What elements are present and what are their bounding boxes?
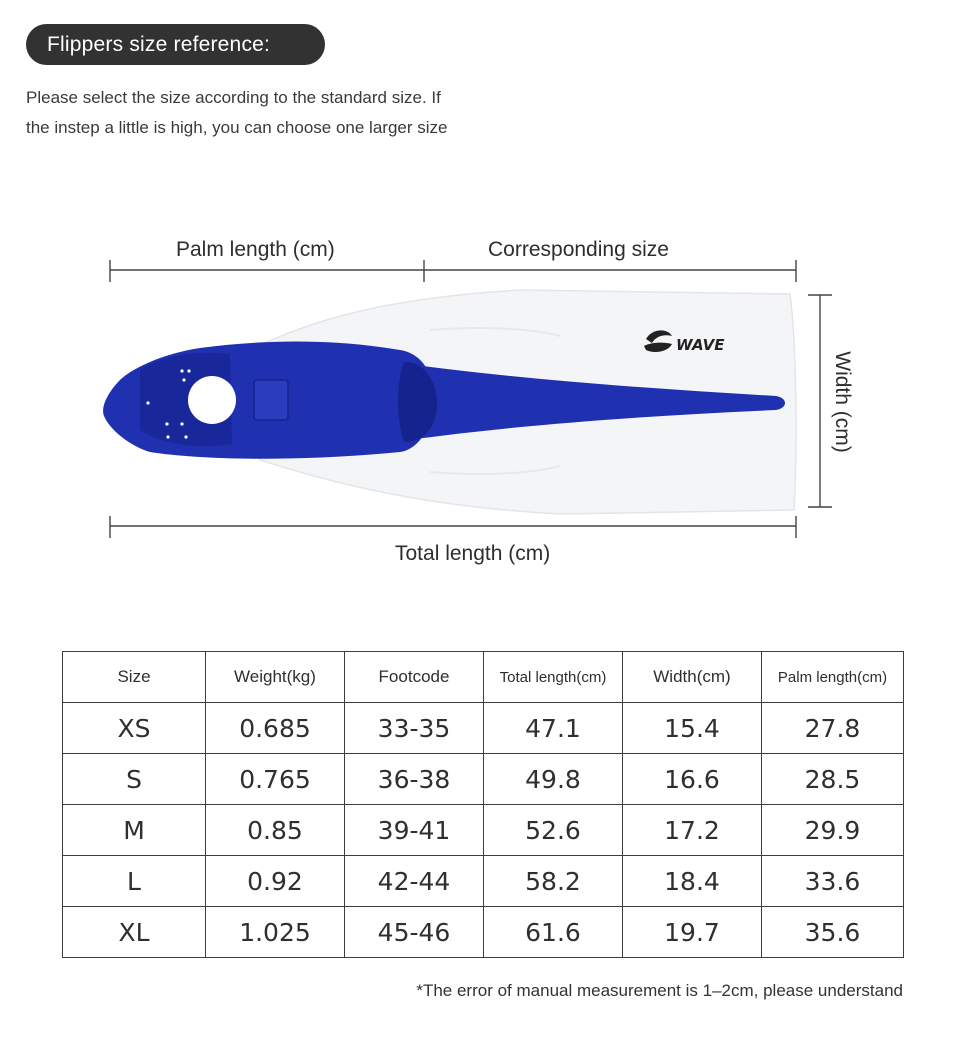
section-title: Flippers size reference: [26, 24, 325, 65]
header-weight: Weight(kg) [206, 652, 345, 703]
intro-text [26, 83, 546, 143]
cell-width: 17.2 [623, 805, 762, 856]
cell-palm-length: 35.6 [762, 907, 904, 958]
cell-size: M [63, 805, 206, 856]
cell-size: L [63, 856, 206, 907]
table-row [63, 805, 904, 856]
header-size: Size [63, 652, 206, 703]
cell-width: 15.4 [623, 703, 762, 754]
cell-weight: 1.025 [206, 907, 345, 958]
cell-footcode: 45-46 [345, 907, 484, 958]
header-total-length: Total length(cm) [484, 652, 623, 703]
cell-size: XS [63, 703, 206, 754]
total-length-dimension [110, 516, 796, 538]
size-dimension [424, 260, 796, 282]
cell-palm-length: 28.5 [762, 754, 904, 805]
cell-footcode: 36-38 [345, 754, 484, 805]
cell-total-length: 58.2 [484, 856, 623, 907]
cell-weight: 0.85 [206, 805, 345, 856]
cell-total-length: 49.8 [484, 754, 623, 805]
fin-diagram [0, 230, 960, 590]
cell-palm-length: 27.8 [762, 703, 904, 754]
cell-width: 18.4 [623, 856, 762, 907]
measurement-note: *The error of manual measurement is 1–2cm, please understand [416, 981, 903, 1000]
brand-logo-text: WAVE [676, 336, 725, 354]
cell-palm-length: 29.9 [762, 805, 904, 856]
cell-footcode: 33-35 [345, 703, 484, 754]
corresponding-size-label: Corresponding size [488, 238, 669, 261]
cell-total-length: 61.6 [484, 907, 623, 958]
cell-total-length: 47.1 [484, 703, 623, 754]
cell-size: XL [63, 907, 206, 958]
table-row [63, 856, 904, 907]
fin-illustration [0, 230, 960, 590]
cell-weight: 0.685 [206, 703, 345, 754]
cell-palm-length: 33.6 [762, 856, 904, 907]
intro-line-1: Please select the size according to the standard size. If [26, 88, 441, 107]
width-dimension [808, 295, 832, 507]
total-length-label: Total length (cm) [395, 542, 551, 565]
table-row [63, 754, 904, 805]
cell-width: 19.7 [623, 907, 762, 958]
header-width: Width(cm) [623, 652, 762, 703]
cell-footcode: 39-41 [345, 805, 484, 856]
cell-footcode: 42-44 [345, 856, 484, 907]
table-header-row [63, 652, 904, 703]
width-label: Width (cm) [831, 351, 854, 453]
cell-total-length: 52.6 [484, 805, 623, 856]
size-table [62, 651, 904, 958]
cell-weight: 0.92 [206, 856, 345, 907]
header-palm-length: Palm length(cm) [762, 652, 904, 703]
cell-weight: 0.765 [206, 754, 345, 805]
header-footcode: Footcode [345, 652, 484, 703]
intro-line-2: the instep a little is high, you can choose one larger size [26, 118, 448, 137]
palm-length-label: Palm length (cm) [176, 238, 335, 261]
table-row [63, 907, 904, 958]
heel-opening [188, 376, 236, 424]
table-row [63, 703, 904, 754]
cell-width: 16.6 [623, 754, 762, 805]
palm-length-dimension [110, 260, 424, 282]
cell-size: S [63, 754, 206, 805]
